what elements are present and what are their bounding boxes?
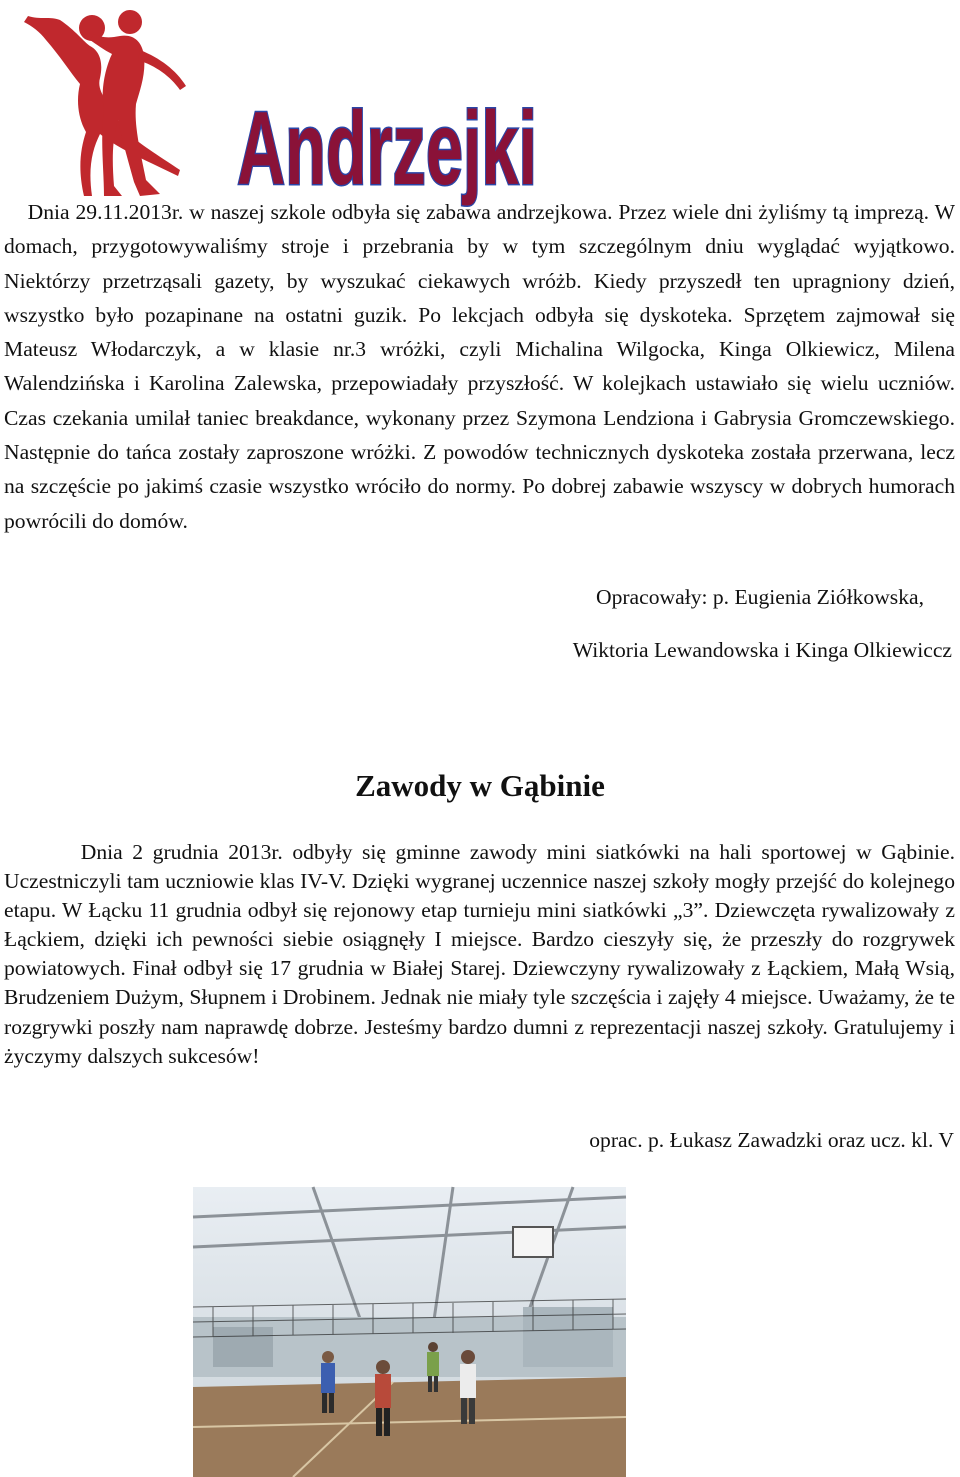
sentence: W Łącku 11 grudnia odbył się rejonowy etap turnieju mini siatkówki „3”. bbox=[62, 898, 709, 923]
svg-text:Andrzejki: Andrzejki bbox=[237, 91, 537, 207]
sentence: Gratulujemy i życzymy dalszych sukcesów! bbox=[4, 1014, 955, 1068]
article1-author-line2: Wiktoria Lewandowska i Kinga Olkiewiccz bbox=[572, 638, 952, 662]
dancing-couple-image bbox=[0, 0, 240, 200]
article2-author: oprac. p. Łukasz Zawadzki oraz ucz. kl. V bbox=[589, 1128, 954, 1152]
sentence: Dnia 2 grudnia 2013r. odbyły się gminne zawody mini siatkówki na hali sportowej w Gąbinie. bbox=[80, 840, 956, 864]
sentence: Bardzo cieszyły się, że przeszły do rozgrywek powiatowych. bbox=[4, 927, 955, 981]
sentence: Sprzętem zajmował się Mateusz Włodarczyk, a w klasie nr.3 wróżki, czyli Michalina Wilgocka, Kinga Olkiewicz, Milena Walendzińska i Karolina Zalewska, przepowiadały przyszłość. bbox=[4, 302, 956, 396]
sentence: Po dobrej zabawie wszyscy w dobrych humorach powrócili do domów. bbox=[4, 474, 955, 533]
sentence: Następnie do tańca zostały zaproszone wróżki. bbox=[4, 440, 417, 465]
sentence: Kiedy przyszedł ten upragniony dzień, wszystko było pozapinane na ostatni guzik. bbox=[4, 268, 955, 327]
andrzejki-logo bbox=[232, 91, 542, 207]
sentence: Jesteśmy bardzo dumni z reprezentacji naszej szkoły. bbox=[364, 1014, 828, 1039]
article1-author-line1: Opracowały: p. Eugienia Ziółkowska, bbox=[595, 585, 924, 609]
sentence: Przez wiele dni żyliśmy tą imprezą. bbox=[618, 200, 930, 224]
article-zawody-text bbox=[4, 838, 955, 1071]
article-andrzejki-text bbox=[4, 195, 955, 538]
sentence: Czas czekania umilał taniec breakdance, wykonany przez Szymona Lendziona i Gabrysia Gromczewskiego. bbox=[4, 405, 955, 430]
sentence: Po lekcjach odbyła się dyskoteka. bbox=[418, 302, 733, 327]
sentence: Jednak nie miały tyle szczęścia i zajęły 4 miejsce. bbox=[381, 985, 813, 1010]
sentence: Dzięki wygranej uczennice naszej szkoły mogły przejść do kolejnego etapu. bbox=[4, 869, 956, 923]
sentence: Z powodów technicznych dyskoteka została przerwana, lecz na szczęście po jakimś czasie wszystko wróciło do normy. bbox=[4, 440, 955, 499]
volleyball-gym-photo bbox=[193, 1187, 626, 1477]
sentence: Finał odbył się 17 grudnia w Białej Starej. bbox=[132, 956, 507, 981]
sentence: Uczestniczyli tam uczniowie klas IV-V. bbox=[4, 869, 347, 894]
sentence: Dziewczęta rywalizowały z Łąckiem, dzięki ich pewności siebie osiągnęły I miejsce. bbox=[4, 898, 955, 952]
article2-title: Zawody w Gąbinie bbox=[355, 768, 605, 803]
sentence: Uważamy, że te rozgrywki poszły nam naprawdę dobrze. bbox=[4, 985, 956, 1039]
sentence: Niektórzy przetrząsali gazety, by wyszukać ciekawych wróżb. bbox=[4, 268, 582, 293]
sentence: W kolejkach ustawiało się wielu uczniów. bbox=[572, 371, 955, 396]
sentence: W domach, przygotowywaliśmy stroje i przebrania by w tym szczególnym dniu wyglądać wyjątkowo. bbox=[4, 200, 955, 259]
sentence: Dnia 29.11.2013r. w naszej szkole odbyła się zabawa andrzejkowa. bbox=[27, 200, 613, 224]
sentence: Dziewczyny rywalizowały z Łąckiem, Małą Wsią, Brudzeniem Dużym, Słupnem i Drobinem. bbox=[4, 956, 956, 1010]
